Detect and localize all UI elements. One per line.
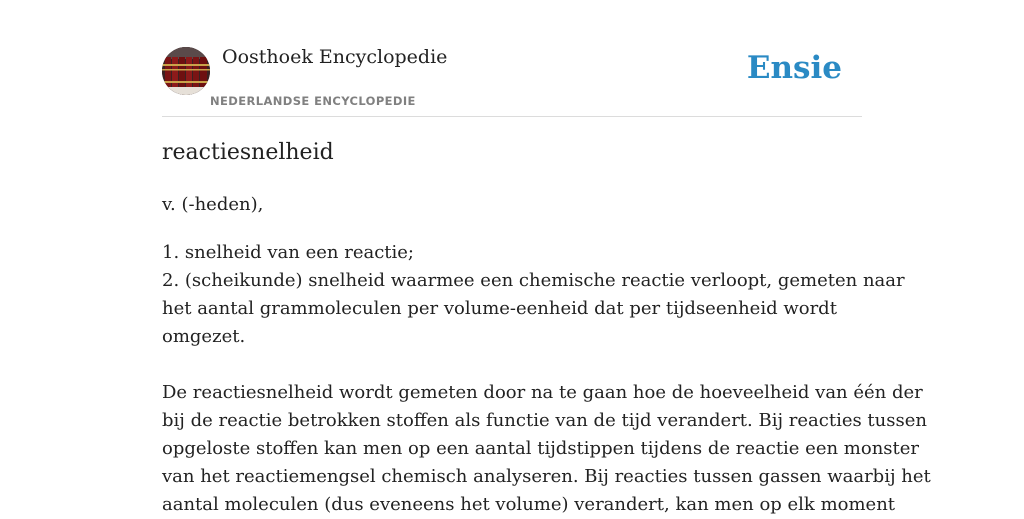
paragraph-line: opgeloste stoffen kan men op een aantal tijdstippen tijdens de reactie een monster bbox=[162, 438, 920, 459]
books-icon bbox=[162, 47, 210, 95]
article-body bbox=[162, 239, 931, 519]
paragraph-gap bbox=[162, 351, 862, 379]
page-container bbox=[162, 0, 931, 515]
article-title: reactiesnelheid bbox=[162, 140, 334, 165]
definition-line: omgezet. bbox=[162, 326, 246, 347]
paragraph-line: De reactiesnelheid wordt gemeten door na te gaan hoe de hoeveelheid van één der bbox=[162, 382, 923, 403]
site-header bbox=[162, 0, 862, 117]
paragraph-line: bij de reactie betrokken stoffen als functie van de tijd verandert. Bij reacties tussen bbox=[162, 410, 927, 431]
definition-line: het aantal grammoleculen per volume-eenheid dat per tijdseenheid wordt bbox=[162, 298, 837, 319]
paragraph-line: aantal moleculen (dus eveneens het volume) verandert, kan men op elk moment bbox=[162, 494, 896, 515]
part-of-speech: v. (-heden), bbox=[162, 194, 264, 215]
paragraph-line: van het reactiemengsel chemisch analyseren. Bij reacties tussen gassen waarbij het bbox=[162, 466, 931, 487]
site-name[interactable]: Oosthoek Encyclopedie bbox=[222, 46, 448, 68]
definition-line: 2. (scheikunde) snelheid waarmee een chemische reactie verloopt, gemeten naar bbox=[162, 270, 905, 291]
encyclopedia-books-avatar[interactable] bbox=[162, 47, 210, 95]
brand-logo[interactable]: Ensie bbox=[746, 50, 842, 86]
site-subtitle: NEDERLANDSE ENCYCLOPEDIE bbox=[210, 94, 416, 108]
definition-line: 1. snelheid van een reactie; bbox=[162, 242, 414, 263]
